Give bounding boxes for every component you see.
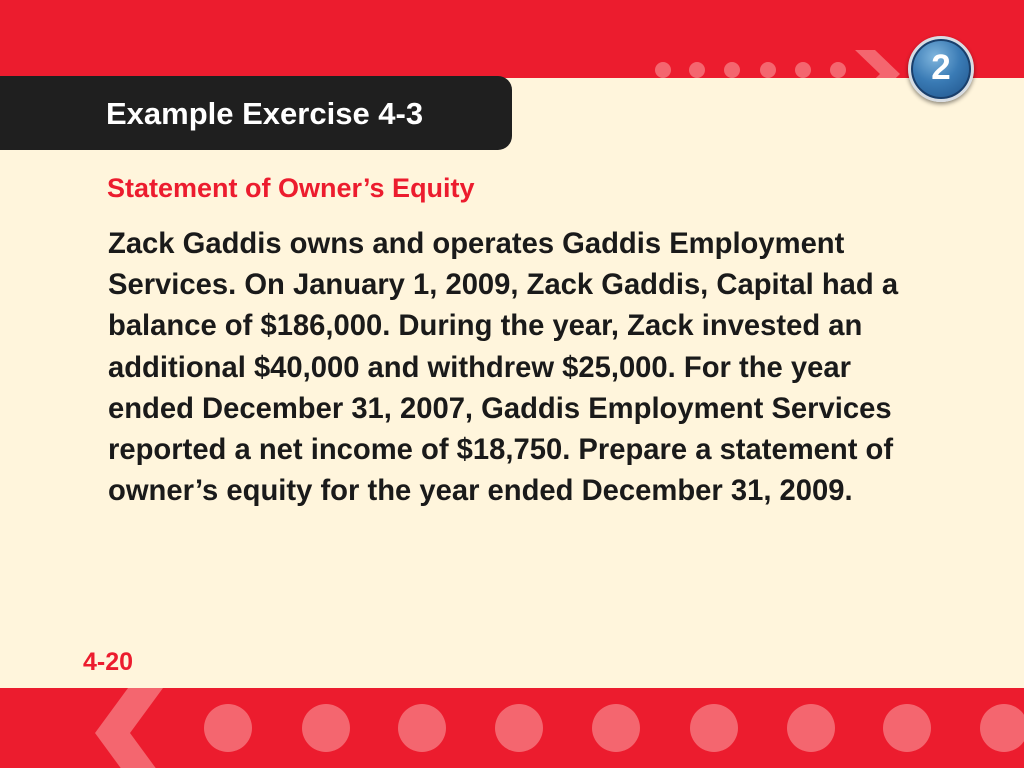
bottom-banner [0,688,1024,768]
top-banner [0,0,1024,78]
objective-number: 2 [931,48,951,87]
slide-number: 4-20 [83,648,134,676]
dotted-arrow-left-icon [0,688,1024,768]
slide-title: Example Exercise 4-3 [106,96,424,131]
objective-badge [908,36,974,102]
exercise-body: Zack Gaddis owns and operates Gaddis Employment Services. On January 1, 2009, Zack Gaddis, Capital had a balance of $186,000. During the year, Zack invested an additional $40,000 and withdrew $25,000. For the year ended December 31, 2007, Gaddis Employment Services reported a net income of $18,750. Prepare a statement of owner’s equity for the year ended December 31, 2009. [108,228,899,508]
slide-subtitle: Statement of Owner’s Equity [107,173,475,203]
dotted-arrow-right-icon [0,0,1024,78]
